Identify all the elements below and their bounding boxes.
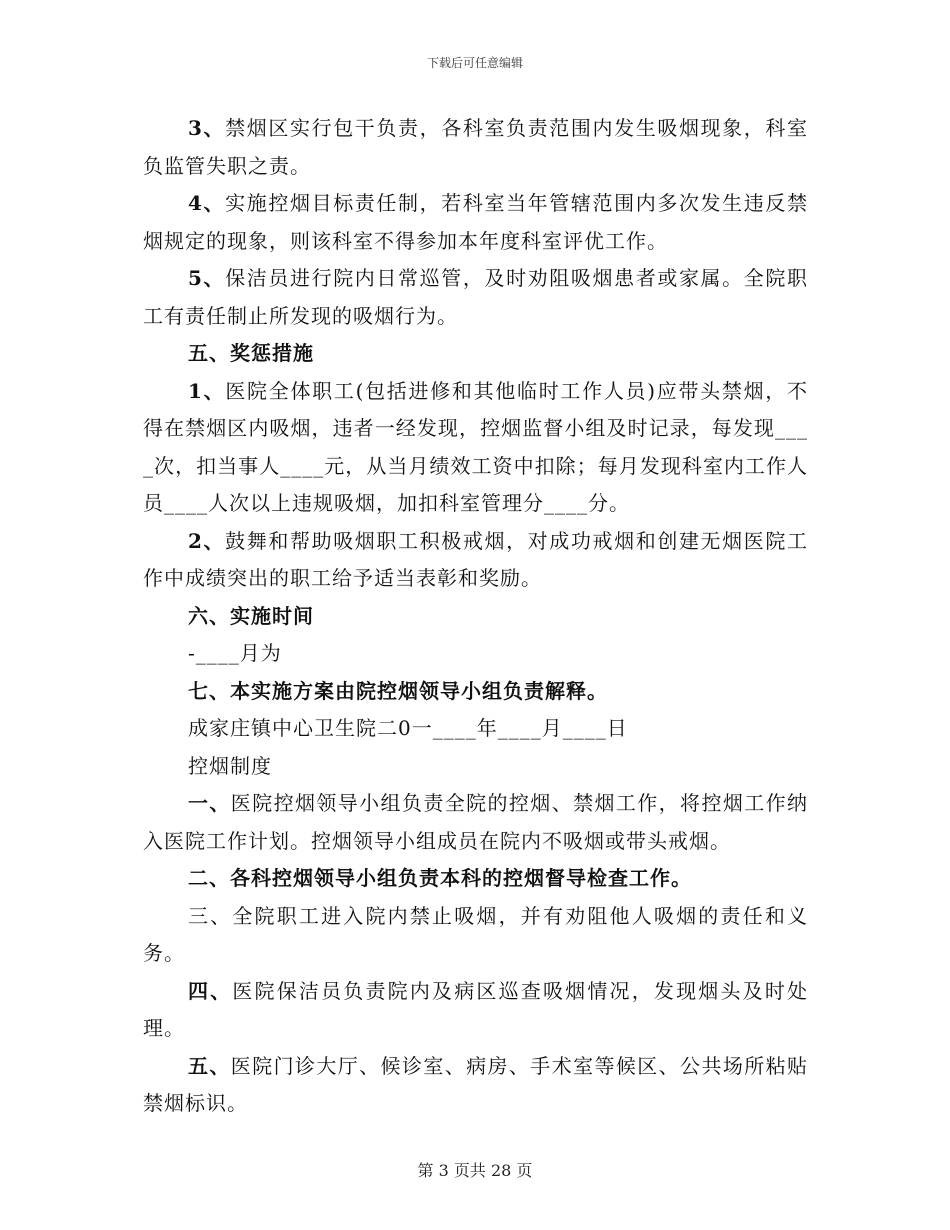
paragraph-text: 医院保洁员负责院内及病区巡查吸烟情况，发现烟头及时处理。 <box>143 978 809 1040</box>
signature-date-line: 成家庄镇中心卫生院二0一____年____月____日 <box>188 716 628 740</box>
paragraph-text: 保洁员进行院内日常巡管，及时劝阻吸烟患者或家属。全院职工有责任制止所发现的吸烟行为。 <box>143 266 808 328</box>
paragraph-item-3 <box>143 110 808 185</box>
paragraph-rule-4 <box>143 973 808 1048</box>
paragraph-reward-1 <box>143 373 808 523</box>
section-heading-rewards: 五、奖惩措施 <box>188 341 314 365</box>
paragraph-rule-1 <box>143 785 808 860</box>
paragraph-text: 实施控烟目标责任制，若科室当年管辖范围内多次发生违反禁烟规定的现象，则该科室不得参加本年度科室评优工作。 <box>143 191 808 253</box>
paragraph-rule-3: 三、全院职工进入院内禁止吸烟，并有劝阻他人吸烟的责任和义务。 <box>143 903 808 965</box>
section-heading-interpretation: 七、本实施方案由院控烟领导小组负责解释。 <box>188 678 608 703</box>
paragraph-time-value: -____月为 <box>188 641 282 665</box>
paragraph-item-4 <box>143 185 808 260</box>
section-heading-time: 六、实施时间 <box>188 603 314 628</box>
item-number: 5、 <box>188 266 226 290</box>
paragraph-text: 禁烟区实行包干负责，各科室负责范围内发生吸烟现象，科室负监管失职之责。 <box>143 116 808 178</box>
item-number: 四、 <box>188 978 233 1003</box>
item-number: 2、 <box>188 528 226 553</box>
page-footer: 第 3 页共 28 页 <box>417 1161 533 1180</box>
item-number: 4、 <box>188 191 226 215</box>
paragraph-rule-5 <box>143 1048 808 1123</box>
paragraph-rule-2: 二、各科控烟领导小组负责本科的控烟督导检查工作。 <box>188 866 692 890</box>
paragraph-text: 医院门诊大厅、候诊室、病房、手术室等候区、公共场所粘贴禁烟标识。 <box>143 1053 809 1115</box>
item-number: 3、 <box>188 116 226 140</box>
subdocument-title: 控烟制度 <box>188 753 272 778</box>
document-body <box>143 110 808 1123</box>
item-number: 一、 <box>188 791 231 815</box>
item-number: 1、 <box>188 378 226 403</box>
paragraph-text: 鼓舞和帮助吸烟职工积极戒烟，对成功戒烟和创建无烟医院工作中成绩突出的职工给予适当表彰和奖励。 <box>143 528 808 590</box>
paragraph-reward-2 <box>143 523 808 598</box>
paragraph-text: 医院全体职工(包括进修和其他临时工作人员)应带头禁烟，不得在禁烟区内吸烟，违者一经发现，控烟监督小组及时记录，每发现____次，扣当事人____元，从当月绩效工资中扣除；每月发现科室内工作人员____人次以上违规吸烟，加扣科室管理分____分。 <box>143 378 808 515</box>
item-number: 五、 <box>188 1053 231 1078</box>
paragraph-item-5 <box>143 260 808 335</box>
paragraph-text: 医院控烟领导小组负责全院的控烟、禁烟工作，将控烟工作纳入医院工作计划。控烟领导小组成员在院内不吸烟或带头戒烟。 <box>143 791 809 853</box>
page-header: 下载后可任意编辑 <box>426 56 523 70</box>
